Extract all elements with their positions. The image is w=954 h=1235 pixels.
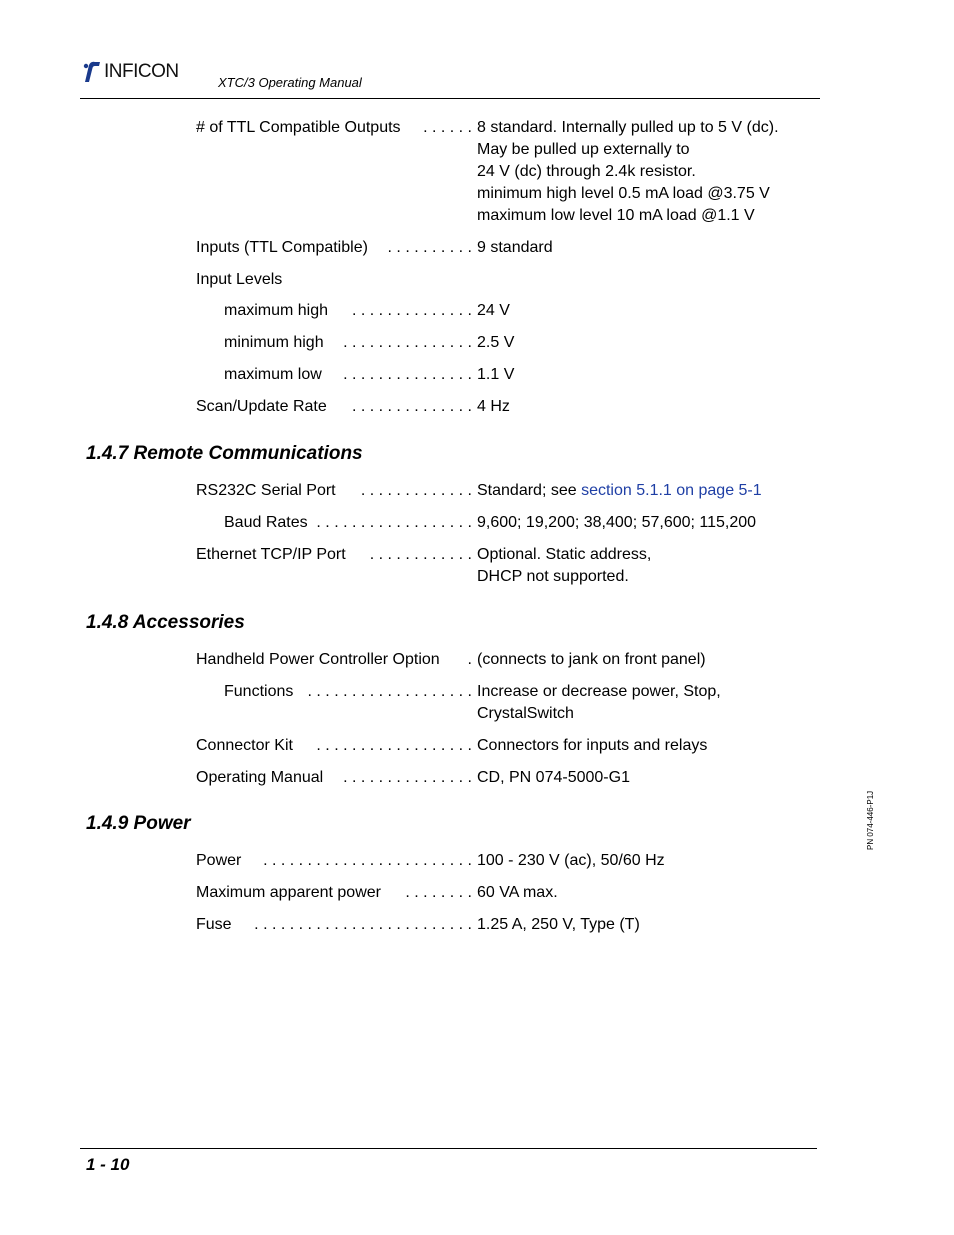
- spec-label: Operating Manual: [196, 769, 324, 786]
- spec-value: 24 V: [477, 302, 510, 319]
- section-link[interactable]: section 5.1.1 on page 5-1: [581, 482, 762, 499]
- spec-value: maximum low level 10 mA load @1.1 V: [477, 207, 755, 224]
- leader-dots: . . . . . . . . . . . . . . . . . .: [316, 737, 472, 754]
- leader-dots: . . . . . . . . . . . . . . .: [343, 366, 472, 383]
- leader-dots: . . . . . . . . . . . . . . .: [343, 769, 472, 786]
- spec-value: [477, 480, 762, 502]
- leader-dots: . . . . . . . . . . . . . . .: [343, 334, 472, 351]
- spec-value: 4 Hz: [477, 398, 510, 415]
- spec-label: Power: [196, 852, 242, 869]
- spec-value: Increase or decrease power, Stop,: [477, 683, 721, 700]
- leader-dots: . . . . . . . . . . . . . .: [351, 302, 472, 319]
- doc-title: XTC/3 Operating Manual: [218, 75, 362, 90]
- section-heading-accessories: 1.4.8 Accessories: [86, 612, 245, 633]
- leader-dots: . . . . . .: [423, 119, 472, 136]
- spec-value: May be pulled up externally to: [477, 141, 690, 158]
- spec-label: Maximum apparent power: [196, 884, 381, 901]
- leader-dots: . . . . . . . . . . . . . . . . . .: [316, 514, 472, 531]
- spec-value: 1.25 A, 250 V, Type (T): [477, 916, 640, 933]
- spec-value: CrystalSwitch: [477, 705, 574, 722]
- header-divider: [80, 98, 820, 99]
- spec-label: Ethernet TCP/IP Port: [196, 546, 346, 563]
- leader-dots: .: [467, 651, 472, 668]
- spec-label: Handheld Power Controller Option: [196, 651, 440, 668]
- spec-value: (connects to jank on front panel): [477, 651, 706, 668]
- page-number: 1 - 10: [86, 1155, 130, 1174]
- section-heading-power: 1.4.9 Power: [86, 813, 191, 834]
- spec-label: minimum high: [224, 334, 324, 351]
- section-heading-remote-communications: 1.4.7 Remote Communications: [86, 443, 363, 464]
- inficon-logo: [82, 60, 179, 84]
- spec-value-text: Standard; see: [477, 482, 582, 499]
- spec-value: 8 standard. Internally pulled up to 5 V (dc).: [477, 119, 779, 136]
- spec-value: CD, PN 074-5000-G1: [477, 769, 630, 786]
- side-part-number: PN 074-446-P1J: [866, 790, 875, 850]
- spec-value: 24 V (dc) through 2.4k resistor.: [477, 163, 696, 180]
- spec-label: Scan/Update Rate: [196, 398, 327, 415]
- spec-value: 100 - 230 V (ac), 50/60 Hz: [477, 852, 665, 869]
- inficon-logo-mark-icon: [82, 60, 102, 84]
- spec-label: Inputs (TTL Compatible): [196, 239, 368, 256]
- spec-value: 2.5 V: [477, 334, 515, 351]
- leader-dots: . . . . . . . . . .: [387, 239, 472, 256]
- leader-dots: . . . . . . . . . . . . . . . . . . . . . . . .: [263, 852, 472, 869]
- spec-value: 60 VA max.: [477, 884, 558, 901]
- leader-dots: . . . . . . . . . . . .: [369, 546, 472, 563]
- leader-dots: . . . . . . . .: [405, 884, 472, 901]
- spec-value: 9,600; 19,200; 38,400; 57,600; 115,200: [477, 514, 757, 531]
- spec-label: RS232C Serial Port: [196, 482, 336, 499]
- spec-label: Fuse: [196, 916, 232, 933]
- spec-label: Functions: [224, 683, 294, 700]
- spec-label: Baud Rates: [224, 514, 308, 531]
- spec-value: Connectors for inputs and relays: [477, 737, 708, 754]
- leader-dots: . . . . . . . . . . . . .: [360, 482, 472, 499]
- spec-label: maximum low: [224, 366, 322, 383]
- spec-value: DHCP not supported.: [477, 568, 629, 585]
- footer-divider: [80, 1148, 817, 1149]
- spec-label: Connector Kit: [196, 737, 293, 754]
- spec-label: Input Levels: [196, 271, 283, 288]
- spec-value: 1.1 V: [477, 366, 515, 383]
- leader-dots: . . . . . . . . . . . . . . . . . . .: [307, 683, 472, 700]
- spec-value: minimum high level 0.5 mA load @3.75 V: [477, 185, 770, 202]
- spec-label: # of TTL Compatible Outputs: [196, 119, 401, 136]
- leader-dots: . . . . . . . . . . . . . .: [351, 398, 472, 415]
- spec-value: 9 standard: [477, 239, 553, 256]
- leader-dots: . . . . . . . . . . . . . . . . . . . . . . . . .: [254, 916, 472, 933]
- spec-value: Optional. Static address,: [477, 546, 652, 563]
- spec-label: maximum high: [224, 302, 329, 319]
- logo-text: INFICON: [104, 61, 179, 82]
